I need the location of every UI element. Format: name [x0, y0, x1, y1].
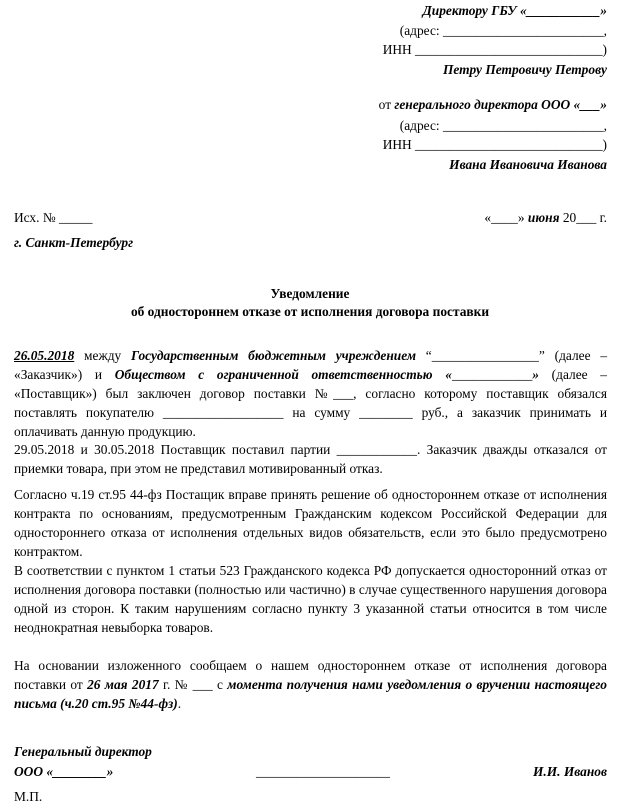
- contract-date: 26.05.2018: [14, 348, 75, 363]
- refusal-date: 26 мая 2017: [87, 677, 159, 692]
- supplier-blank: ____________: [451, 367, 533, 382]
- outgoing-number: Исх. № _____: [14, 210, 93, 225]
- letter-date: [484, 208, 607, 227]
- sender-name: Ивана Ивановича Иванова: [449, 157, 607, 172]
- addressee-title: Директору ГБУ «___________»: [422, 3, 607, 18]
- title-line-1: Уведомление: [270, 286, 350, 301]
- effective-moment: момента получения нами уведомления о вручении настоящего письма (ч.20 ст.95 №44-фз): [14, 677, 607, 711]
- p5-text-1: На основании изложенного сообщаем о нашем одностороннем отказе от исполнения договора поставки от: [14, 658, 607, 692]
- signer-position: Генеральный директор: [14, 744, 152, 759]
- paragraph-3: [14, 485, 607, 561]
- p5-text-3: .: [177, 696, 182, 711]
- title-line-2: об одностороннем отказе от исполнения договора поставки: [130, 304, 490, 319]
- addressee-address: (адрес: ________________________,: [399, 23, 607, 38]
- p1-text-3: (далее – «Поставщик») был заключен договор поставки №___, согласно которому поставщик обязался поставлять покупателю __________________ на сумму ________ руб., а заказчик принимать и оплачивать данную продукцию.: [14, 367, 607, 439]
- addressee-inn: ИНН ____________________________): [382, 42, 607, 57]
- supplier-close: »: [532, 367, 539, 382]
- paragraph-1: [14, 346, 607, 441]
- sender-title: генерального директора ООО «___»: [394, 97, 607, 112]
- addressee-name: Петру Петровичу Петрову: [442, 62, 607, 77]
- paragraph-5: [14, 656, 607, 713]
- stamp-placeholder: М.П.: [14, 789, 43, 804]
- signature-line: ____________________: [256, 764, 390, 779]
- p1-text-1: между: [74, 348, 132, 363]
- supplier-name: Обществом с ограниченной ответственностью «: [114, 367, 452, 382]
- customer-name: Государственным бюджетным учреждением: [131, 348, 417, 363]
- city: г. Санкт-Петербург: [14, 235, 134, 250]
- sender-line: [379, 95, 607, 114]
- paragraph-4: [14, 561, 607, 637]
- p5-text-2: г. № ___ с: [158, 677, 228, 692]
- p3-text: Согласно ч.19 ст.95 44-фз Постащик вправе принять решение об одностороннем отказе от исполнения контракта по основаниям, предусмотренным Гражданским кодексом Российской Федерации для одностороннего отказа от исполнения отдельных видов обязательств, если это было предусмотрено контрактом.: [14, 487, 607, 559]
- signer-name: И.И. Иванов: [533, 764, 607, 779]
- paragraph-2: [14, 440, 607, 478]
- signer-org: ООО «________»: [14, 764, 114, 779]
- p2-text: 29.05.2018 и 30.05.2018 Поставщик поставил партии ____________. Заказчик дважды отказался от приемки товара, при этом не представил мотивированный отказ.: [14, 442, 607, 476]
- date-year: 20___ г.: [559, 210, 607, 225]
- sender-prefix: от: [378, 97, 395, 112]
- p4-text: В соответствии с пунктом 1 статьи 523 Гражданского кодекса РФ допускается односторонний отказ от исполнения договора поставки (полностью или частично) в случае существенного нарушения договора одной из сторон. К таким нарушениям согласно пункту 3 указанной статьи относится в том числе неоднократная невыборка товаров.: [14, 563, 607, 635]
- sender-address: (адрес: ________________________,: [399, 118, 607, 133]
- sender-inn: ИНН ____________________________): [382, 137, 607, 152]
- date-month: июня: [527, 210, 560, 225]
- p1-text-2: “________________” (далее – «Заказчик») и: [14, 348, 608, 382]
- date-day: «____»: [484, 210, 528, 225]
